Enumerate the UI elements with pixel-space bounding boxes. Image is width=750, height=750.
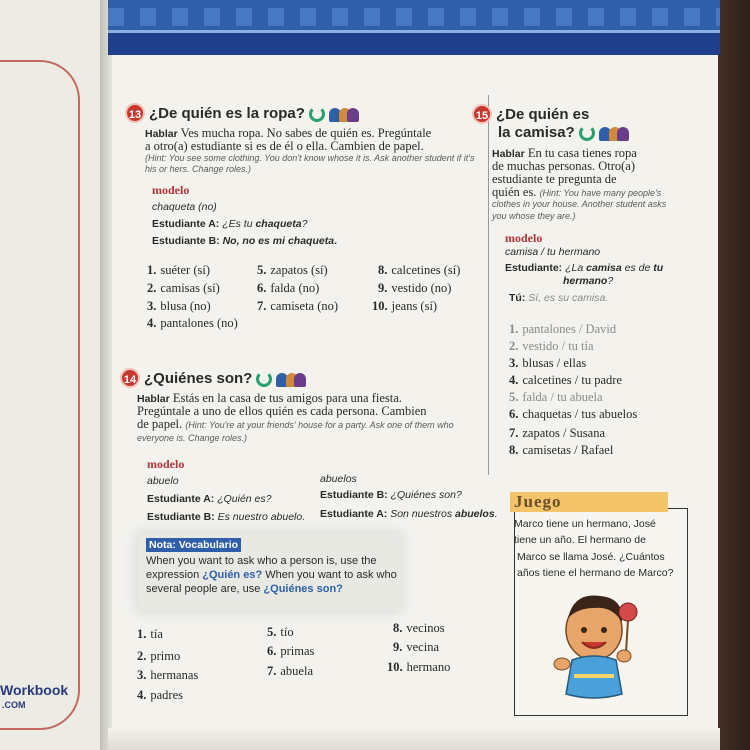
nota-quienes-son: ¿Quiénes son? <box>263 583 343 595</box>
item-text: hermano <box>406 660 451 674</box>
ex13-b-post: . <box>334 235 337 247</box>
item-text: hermanas <box>150 668 199 682</box>
ex13-item <box>257 281 319 296</box>
nota-quien-es: ¿Quién es? <box>202 569 263 581</box>
ex14-item <box>393 640 439 655</box>
com-label: .COM <box>2 700 26 710</box>
juego-line-2: tiene un año. El hermano de <box>514 534 646 546</box>
item-number: 8. <box>378 263 388 277</box>
ex15-tu-label: Tú: <box>509 292 526 304</box>
ex13-a-word: chaqueta <box>255 218 302 230</box>
ex14-item <box>137 668 198 683</box>
ex14-item <box>137 627 163 642</box>
ex13-hablar: Hablar <box>145 128 178 140</box>
ex15-hint-3: you whose they are.) <box>492 211 576 221</box>
ex13-student-a <box>152 218 307 230</box>
ex15-modelo: modelo <box>505 231 543 245</box>
ex15-e-label: Estudiante: <box>505 262 563 274</box>
item-number: 7. <box>257 299 267 313</box>
ex13-number: 13 <box>125 103 145 123</box>
ex13-item <box>147 281 220 296</box>
ex15-item <box>509 443 613 458</box>
ex15-item <box>509 322 616 337</box>
recycle-icon <box>256 371 272 387</box>
item-text: falda (no) <box>270 281 320 295</box>
item-number: 7. <box>267 664 277 678</box>
item-number: 6. <box>257 281 267 295</box>
ex15-instructions-3: estudiante te pregunta de <box>492 172 617 186</box>
header-pattern <box>108 8 720 26</box>
item-number: 6. <box>267 644 277 658</box>
ex13-item <box>257 263 328 278</box>
item-text: camiseta (no) <box>270 299 339 313</box>
ex14-item <box>267 625 294 640</box>
ex15-e-word3: hermano <box>563 275 608 287</box>
ex14-col2-a-pre: Son nuestros <box>390 508 453 520</box>
ex15-item <box>509 407 637 422</box>
ex15-instr-text-1: En tu casa tienes ropa <box>527 146 637 160</box>
ex15-e-word2: tu <box>653 262 664 274</box>
item-text: vestido (no) <box>391 281 452 295</box>
ex14-heading <box>120 368 306 388</box>
ex15-e-pre: ¿La <box>565 262 584 274</box>
ex15-instr-text-4: quién es. <box>492 185 537 199</box>
ex14-title: ¿Quiénes son? <box>144 370 253 387</box>
nota-line-3 <box>146 583 343 595</box>
ex15-e-post: ? <box>607 275 614 287</box>
item-text: abuela <box>280 664 313 678</box>
ex14-col1-b-text: Es nuestro abuelo. <box>217 511 306 523</box>
ex13-item <box>147 299 211 314</box>
item-number: 8. <box>393 621 403 635</box>
item-text: blusa (no) <box>160 299 211 313</box>
ex14-col2-word: abuelos <box>320 473 357 485</box>
nota-tag: Nota: Vocabulario <box>146 538 241 552</box>
ex13-instructions-2: a otro(a) estudiante si es de él o ella. Cambien de papel. <box>145 139 424 153</box>
ex13-item <box>147 316 238 331</box>
recycle-icon <box>309 106 325 122</box>
ex14-col2-a-label: Estudiante A: <box>320 508 388 520</box>
ex13-item <box>257 299 338 314</box>
ex14-col2-b-text: ¿Quiénes son? <box>390 489 462 501</box>
item-text: zapatos / Susana <box>522 426 605 440</box>
ex15-instructions-4 <box>492 186 661 199</box>
ex13-b-label: Estudiante B: <box>152 235 220 247</box>
ex15-hablar: Hablar <box>492 148 525 160</box>
ex15-tu-line <box>509 292 608 304</box>
nota-line-2 <box>146 569 397 581</box>
item-number: 6. <box>509 407 519 421</box>
ex13-model-word: chaqueta (no) <box>152 201 217 213</box>
item-text: zapatos (sí) <box>270 263 328 277</box>
juego-line-4: años tiene el hermano de Marco? <box>517 567 674 579</box>
item-text: vecina <box>406 640 439 654</box>
item-number: 3. <box>509 356 519 370</box>
pair-people-icon <box>599 125 629 141</box>
ex15-tu-word: camisa <box>572 292 606 304</box>
ex14-col1-a-text: ¿Quién es? <box>217 493 272 505</box>
item-text: calcetines / tu padre <box>522 373 622 387</box>
ex14-col2-a-word: abuelos <box>455 508 495 520</box>
item-number: 3. <box>147 299 157 313</box>
ex15-tu-pre: Sí, es su <box>528 292 570 304</box>
ex14-hint-1: (Hint: You're at your friends' house for a party. Ask one of them who <box>185 420 454 430</box>
item-number: 7. <box>509 426 519 440</box>
item-text: pantalones (no) <box>160 316 238 330</box>
item-text: primo <box>150 649 181 663</box>
item-number: 9. <box>393 640 403 654</box>
ex14-col2-b <box>320 489 462 501</box>
ex13-b-word: chaqueta <box>287 235 335 247</box>
ex13-item <box>378 281 451 296</box>
ex14-col1-b <box>147 511 305 523</box>
header-line <box>108 30 720 33</box>
juego-title: Juego <box>514 492 562 511</box>
ex15-e-word: camisa <box>586 262 622 274</box>
item-text: pantalones / David <box>522 322 617 336</box>
ex13-hint-2: his or hers. Change roles.) <box>145 164 252 174</box>
item-number: 10. <box>387 660 403 674</box>
cartoon-baby-illustration <box>552 590 648 708</box>
juego-line-3: Marco se llama José. ¿Cuántos <box>517 551 665 563</box>
ex13-heading <box>125 103 359 123</box>
ex13-b-pre: No, no es mi <box>222 235 286 247</box>
ex14-hablar: Hablar <box>137 393 170 405</box>
ex13-hint-1: (Hint: You see some clothing. You don't know whose it is. Ask another student if it's <box>145 153 475 163</box>
item-number: 4. <box>509 373 519 387</box>
item-text: vecinos <box>406 621 445 635</box>
ex14-item <box>137 688 183 703</box>
ex15-item <box>509 390 603 405</box>
nota-line2-post: When you want to ask who <box>265 569 397 581</box>
ex14-col2-a <box>320 508 498 520</box>
item-text: tío <box>280 625 294 639</box>
ex14-item <box>267 644 314 659</box>
item-number: 1. <box>137 627 147 641</box>
item-number: 5. <box>257 263 267 277</box>
ex14-instr-text-3: de papel. <box>137 417 183 431</box>
item-number: 9. <box>378 281 388 295</box>
item-number: 1. <box>509 322 519 336</box>
nota-line3-pre: several people are, use <box>146 583 261 595</box>
ex14-col1-word: abuelo <box>147 475 179 487</box>
ex14-number: 14 <box>120 368 140 388</box>
ex13-item <box>378 263 460 278</box>
item-text: primas <box>280 644 315 658</box>
ex14-hint-2: everyone is. Change roles.) <box>137 433 248 443</box>
item-number: 8. <box>509 443 519 457</box>
ex15-title-1: ¿De quién es <box>496 106 590 123</box>
item-text: tía <box>150 627 163 641</box>
workbook-label: Workbook <box>0 682 69 698</box>
ex14-col2-b-label: Estudiante B: <box>320 489 388 501</box>
ex14-col1-b-label: Estudiante B: <box>147 511 215 523</box>
item-number: 2. <box>147 281 157 295</box>
ex15-heading-1 <box>472 104 589 124</box>
page-bottom-edge <box>108 728 720 750</box>
item-text: camisetas / Rafael <box>522 443 614 457</box>
column-divider <box>488 95 489 475</box>
item-text: jeans (sí) <box>391 299 438 313</box>
ex13-instr-text-1: Ves mucha ropa. No sabes de quién es. Pregúntale <box>180 126 432 140</box>
item-number: 2. <box>137 649 147 663</box>
ex14-item <box>387 660 450 675</box>
left-page <box>0 0 108 750</box>
ex15-item <box>509 373 622 388</box>
item-number: 5. <box>509 390 519 404</box>
ex15-instructions-2: de muchas personas. Otro(a) <box>492 159 636 173</box>
ex15-item <box>509 426 605 441</box>
ex15-number: 15 <box>472 104 492 124</box>
ex15-estudiante-line-2 <box>563 275 613 287</box>
ex15-item <box>509 339 594 354</box>
item-text: padres <box>150 688 183 702</box>
ex14-instructions-3 <box>137 418 454 431</box>
item-number: 2. <box>509 339 519 353</box>
item-number: 1. <box>147 263 157 277</box>
ex15-title-2: la camisa? <box>498 124 575 141</box>
item-number: 5. <box>267 625 277 639</box>
ex14-item <box>137 649 180 664</box>
item-text: suéter (sí) <box>160 263 211 277</box>
item-text: camisas (sí) <box>160 281 220 295</box>
ex15-e-mid: es de <box>624 262 651 274</box>
ex14-item <box>267 664 313 679</box>
ex15-hint-2: clothes in your house. Another student asks <box>492 199 667 209</box>
ex14-col2-a-post: . <box>494 508 498 520</box>
item-number: 4. <box>137 688 147 702</box>
nota-line2-pre: expression <box>146 569 200 581</box>
ex13-item <box>147 263 210 278</box>
item-number: 4. <box>147 316 157 330</box>
item-number: 10. <box>372 299 388 313</box>
ex14-instr-text-1: Estás en la casa de tus amigos para una fiesta. <box>172 391 402 405</box>
ex13-student-b <box>152 235 337 247</box>
item-text: chaquetas / tus abuelos <box>522 407 638 421</box>
ex14-col1-a-label: Estudiante A: <box>147 493 215 505</box>
ex15-tu-post: . <box>605 292 609 304</box>
ex13-a-pre: ¿Es tu <box>222 218 253 230</box>
ex14-modelo: modelo <box>147 457 185 471</box>
item-text: calcetines (sí) <box>391 263 461 277</box>
ex15-item <box>509 356 586 371</box>
item-text: vestido / tu tía <box>522 339 594 353</box>
ex14-item <box>393 621 445 636</box>
recycle-icon <box>579 125 595 141</box>
ex14-col1-a <box>147 493 271 505</box>
book-gutter <box>100 0 112 750</box>
item-text: falda / tu abuela <box>522 390 603 404</box>
ex15-model-word: camisa / tu hermano <box>505 246 601 258</box>
ex13-a-post: ? <box>301 218 308 230</box>
ex15-estudiante-line <box>505 262 663 274</box>
ex13-title: ¿De quién es la ropa? <box>149 105 305 122</box>
ex13-item <box>372 299 437 314</box>
ex15-heading-2 <box>498 124 629 142</box>
ex15-hint-1: (Hint: You have many people's <box>539 188 662 198</box>
item-text: blusas / ellas <box>522 356 587 370</box>
ex13-modelo: modelo <box>152 183 190 197</box>
nota-line-1: When you want to ask who a person is, use the <box>146 555 377 567</box>
item-number: 3. <box>137 668 147 682</box>
pair-people-icon <box>329 106 359 122</box>
juego-line-1: Marco tiene un hermano, José <box>514 518 656 530</box>
left-page-border <box>0 60 80 730</box>
pair-people-icon <box>276 371 306 387</box>
juego-title-band <box>510 492 668 512</box>
ex14-instructions-2: Pregúntale a uno de ellos quién es cada persona. Cambien <box>137 404 427 418</box>
ex13-a-label: Estudiante A: <box>152 218 220 230</box>
